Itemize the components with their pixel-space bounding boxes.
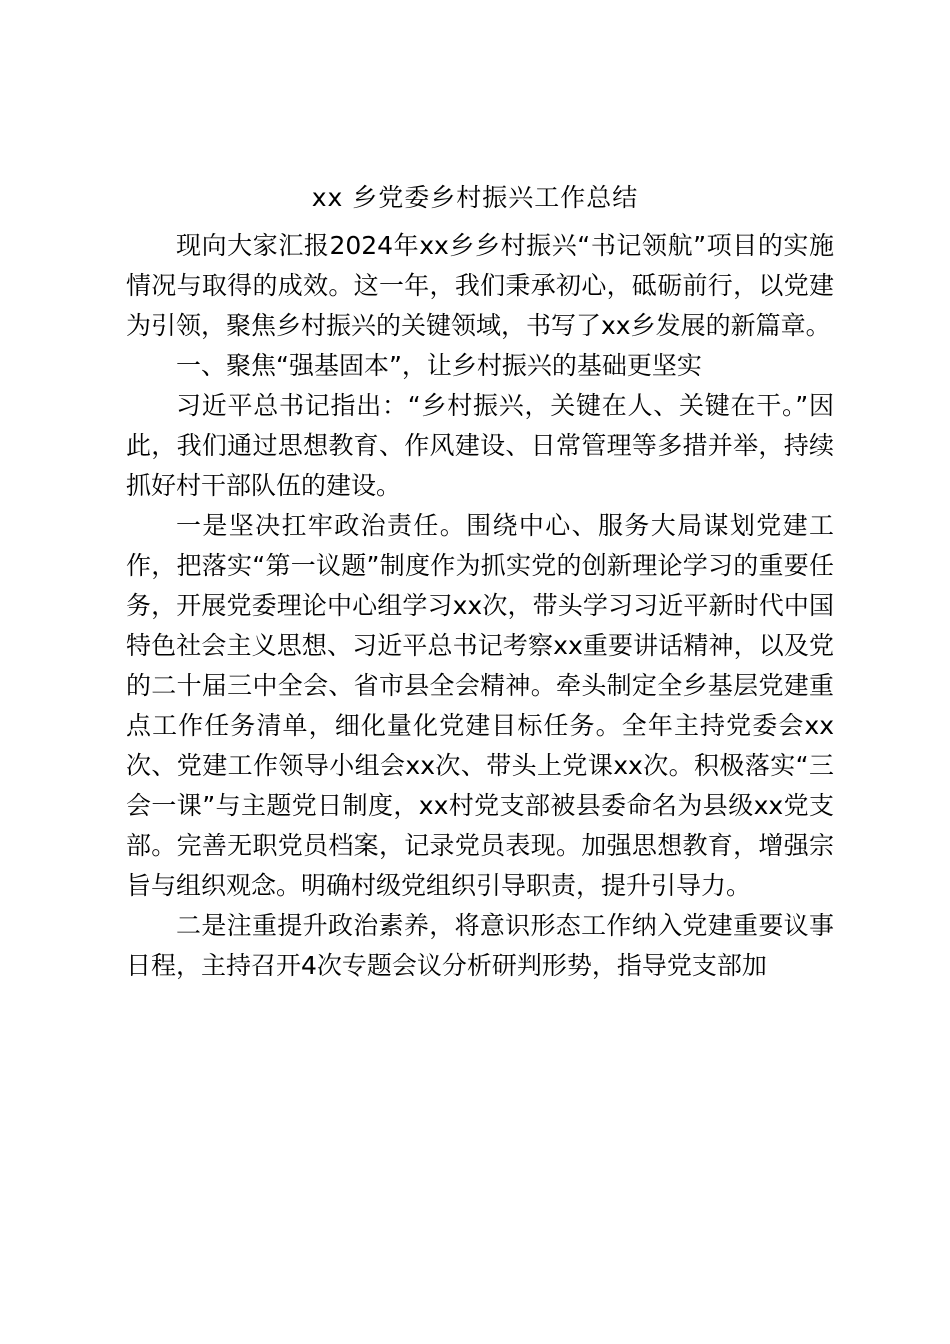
section-heading-1: 一、聚焦“强基固本”，让乡村振兴的基础更坚实 (176, 351, 702, 380)
paragraph-point-1: 一是坚决扛牢政治责任。围绕中心、服务大局谋划党建工作，把落实“第一议题”制度作为抓实党的创新理论学习的重要任务，开展党委理论中心组学习xx次，带头学习习近平新时代中国特色社会主义思想、习近平总书记考察xx重要讲话精神，以及党的二十届三中全会、省市县全会精神。牵头制定全乡基层党建重点工作任务清单，细化量化党建目标任务。全年主持党委会xx次、党建工作领导小组会xx次、带头上党课xx次。积极落实“三会一课”与主题党日制度，xx村党支部被县委命名为县级xx党支部。完善无职党员档案，记录党员表现。加强思想教育，增强宗旨与组织观念。明确村级党组织引导职责，提升引导力。 (126, 511, 834, 900)
paragraph-intro: 现向大家汇报2024年xx乡乡村振兴“书记领航”项目的实施情况与取得的成效。这一年，我们秉承初心，砥砺前行，以党建为引领，聚焦乡村振兴的关键领域，书写了xx乡发展的新篇章。 (126, 231, 834, 340)
document-title: xx 乡党委乡村振兴工作总结 (311, 183, 639, 212)
document-body (126, 226, 834, 986)
paragraph-point-2: 二是注重提升政治素养，将意识形态工作纳入党建重要议事日程，主持召开4次专题会议分析研判形势，指导党支部加 (126, 911, 834, 980)
paragraph-quote: 习近平总书记指出：“乡村振兴，关键在人、关键在干。”因此，我们通过思想教育、作风建设、日常管理等多措并举，持续抓好村干部队伍的建设。 (126, 391, 834, 500)
